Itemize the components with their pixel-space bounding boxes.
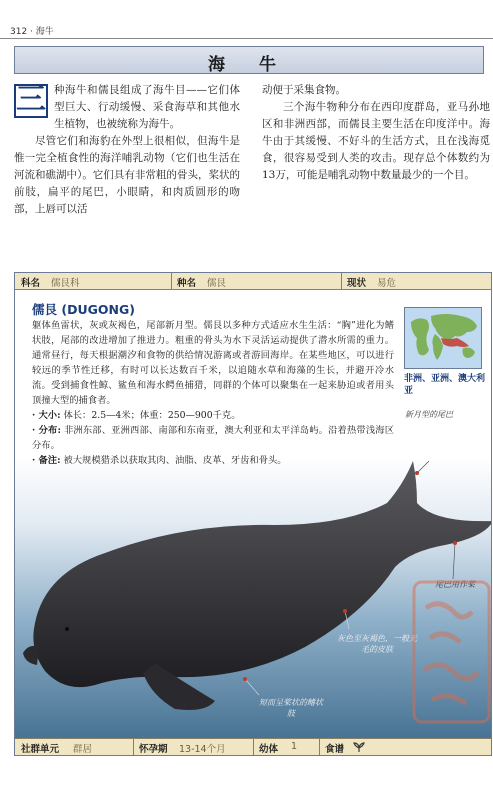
annotation-skin: 灰色至灰褐色，一般无毛的皮肤 (337, 634, 417, 654)
status-value: 易危 (377, 278, 397, 289)
intro-left-column (14, 82, 240, 218)
fact-text: 非洲东部、亚洲西部、南部和东南亚，澳大利亚和太平洋岛屿。沿着热带浅海区分布。 (32, 425, 394, 451)
bar-divider (253, 739, 254, 756)
genus-value: 儒艮 (207, 278, 227, 289)
species-card-bottom-bar (15, 738, 492, 755)
intro-paragraph-3: 动便于采集食物。 (262, 84, 346, 96)
intro-paragraph-4: 三个海牛物种分布在西印度群岛，亚马孙地区和非洲西部，而儒艮主要生活在印度洋中。海牛由于其缓慢、不好斗的生活方式，且在浅海觅食，很容易受到人类的攻击。现存总个体数约为13万，可能是哺乳动物中数量最少的一个目。 (262, 101, 490, 181)
bar-divider (341, 273, 342, 290)
page-header: 312 · 海牛 (10, 27, 54, 37)
world-map-graphic (405, 308, 482, 369)
species-card-top-bar (15, 273, 492, 290)
annotation-tail-function: 尾巴用作桨 (435, 580, 475, 589)
family-value: 儒艮科 (51, 278, 80, 289)
annotation-flipper: 短而呈桨状的鳍状肢 (259, 698, 323, 718)
plant-icon (353, 742, 365, 753)
gestation-label: 怀孕期 (139, 744, 168, 755)
fact-label: · 大小: (32, 410, 61, 421)
status-label: 现状 (347, 278, 367, 289)
map-caption: 非洲、亚洲、澳大利亚 (404, 374, 486, 396)
social-value: 群居 (73, 744, 93, 755)
social-label: 社群单元 (21, 744, 60, 755)
bar-divider (319, 739, 320, 756)
fact-text: 体长：2.5—4米；体重：250—900千克。 (60, 410, 241, 421)
header-divider (0, 38, 493, 39)
drop-cap: 三 (16, 82, 46, 117)
fact-text: 被大规模猎杀以获取其肉、油脂、皮革、牙齿和骨头。 (60, 455, 287, 466)
family-label: 科名 (21, 278, 41, 289)
intro-paragraph-1: 种海牛和儒艮组成了海牛目——它们体型巨大、行动缓慢、采食海草和其他水生植物，也被统称为海牛。 (54, 84, 240, 130)
bar-divider (171, 273, 172, 290)
species-title: 儒艮 (DUGONG) (32, 302, 135, 317)
fact-label: · 备注: (32, 455, 61, 466)
litter-value: 1 (291, 741, 298, 752)
distribution-map (404, 307, 482, 369)
watermark-seal (410, 578, 493, 726)
intro-right-column (262, 82, 490, 184)
intro-paragraph-2: 尽管它们和海豹在外型上很相似，但海牛是惟一完全植食性的海洋哺乳动物（它们也生活在河流和礁湖中）。它们具有非常粗的骨头，桨状的前肢，扁平的尾巴，小眼睛，和肉质圆形的吻部，上唇可以活 (14, 135, 240, 215)
fact-label: · 分布: (32, 425, 61, 436)
fact-size (32, 408, 394, 423)
description-text: 躯体鱼雷状，灰或灰褐色，尾部新月型。儒艮以多种方式适应水生生活：“胸”进化为鳍状肢，尾部的改进增加了推进力。粗重的骨头为水下灵活运动提供了潜水所需的重力。通常昼行，每天根据潮汐和食物的供给情况游离或者游回海岸。在某些地区，可以进行较远的季节性迁移，有时可以长达数百千米，以追随水草和海藻的生长，并避开冷水流。受到捕食性鲸、鲨鱼和海水鳄鱼捕猎，同群的个体可以聚集在一起来胁迫或者用头顶撞大型的捕食者。 (32, 320, 394, 406)
litter-label: 幼体 (259, 744, 279, 755)
gestation-value: 13-14个月 (179, 744, 226, 755)
chapter-title-bar (14, 46, 484, 74)
annotation-tail-shape: 新月型的尾巴 (405, 410, 453, 419)
diet-label: 食谱 (325, 744, 345, 755)
genus-label: 种名 (177, 278, 197, 289)
bar-divider (133, 739, 134, 756)
chapter-title: 海 牛 (208, 55, 290, 75)
